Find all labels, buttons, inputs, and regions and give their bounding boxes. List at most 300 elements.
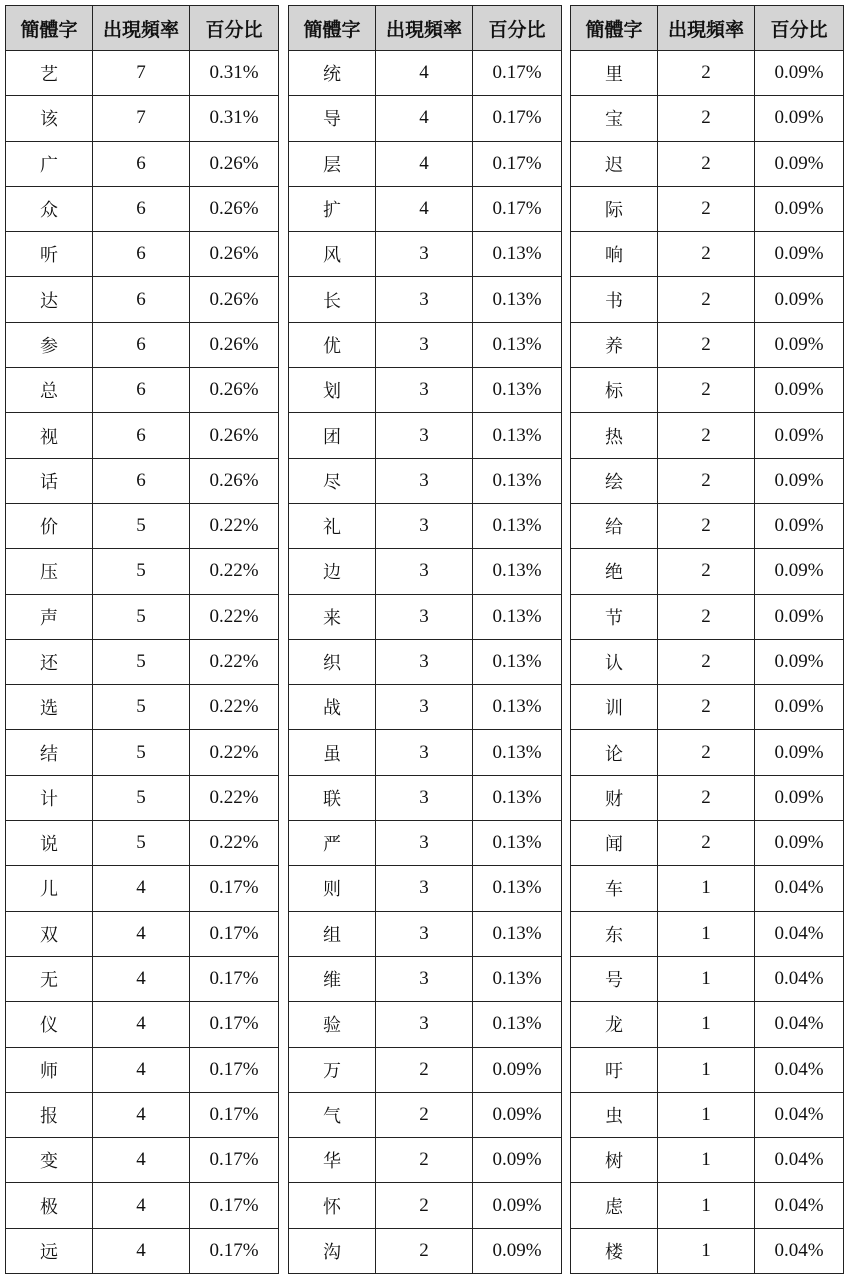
frequency-cell: 4 (93, 1002, 190, 1047)
table-row (289, 1138, 562, 1183)
char-cell: 价 (6, 503, 93, 548)
frequency-cell: 2 (376, 1047, 473, 1092)
percentage-cell: 0.09% (755, 96, 844, 141)
frequency-cell: 2 (376, 1228, 473, 1273)
frequency-cell: 6 (93, 277, 190, 322)
frequency-cell: 2 (376, 1092, 473, 1137)
char-cell: 际 (571, 186, 658, 231)
table-row (571, 911, 844, 956)
header-row (289, 6, 562, 51)
table-row (6, 186, 279, 231)
percentage-cell: 0.04% (755, 1183, 844, 1228)
percentage-cell: 0.17% (190, 956, 279, 1001)
percentage-cell: 0.17% (190, 1047, 279, 1092)
char-cell: 参 (6, 322, 93, 367)
table-row (289, 322, 562, 367)
frequency-cell: 6 (93, 413, 190, 458)
table-row (571, 186, 844, 231)
char-cell: 还 (6, 639, 93, 684)
table-row (6, 1047, 279, 1092)
char-cell: 给 (571, 503, 658, 548)
char-cell: 热 (571, 413, 658, 458)
percentage-cell: 0.13% (473, 866, 562, 911)
table-row (6, 549, 279, 594)
frequency-cell: 4 (93, 1228, 190, 1273)
frequency-cell: 1 (658, 911, 755, 956)
char-cell: 宝 (571, 96, 658, 141)
percentage-cell: 0.09% (755, 594, 844, 639)
header-row (571, 6, 844, 51)
table-row (571, 232, 844, 277)
percentage-cell: 0.13% (473, 368, 562, 413)
percentage-cell: 0.09% (755, 685, 844, 730)
table-row (6, 1138, 279, 1183)
table-row (289, 866, 562, 911)
percentage-cell: 0.13% (473, 594, 562, 639)
frequency-cell: 2 (658, 368, 755, 413)
table-row (289, 96, 562, 141)
percentage-cell: 0.04% (755, 1092, 844, 1137)
char-cell: 来 (289, 594, 376, 639)
char-cell: 沟 (289, 1228, 376, 1273)
percentage-cell: 0.04% (755, 866, 844, 911)
char-cell: 扩 (289, 186, 376, 231)
frequency-cell: 2 (658, 186, 755, 231)
frequency-cell: 2 (658, 821, 755, 866)
table-row (289, 413, 562, 458)
char-cell: 虽 (289, 730, 376, 775)
table-row (289, 277, 562, 322)
percentage-cell: 0.26% (190, 413, 279, 458)
table-row (289, 232, 562, 277)
frequency-cell: 6 (93, 186, 190, 231)
char-cell: 绝 (571, 549, 658, 594)
percentage-cell: 0.26% (190, 277, 279, 322)
percentage-cell: 0.17% (190, 1002, 279, 1047)
table-row (6, 594, 279, 639)
percentage-cell: 0.13% (473, 277, 562, 322)
char-cell: 划 (289, 368, 376, 413)
percentage-cell: 0.26% (190, 368, 279, 413)
char-cell: 话 (6, 458, 93, 503)
char-cell: 训 (571, 685, 658, 730)
header-percentage: 百分比 (190, 6, 279, 51)
table-row (289, 549, 562, 594)
char-cell: 层 (289, 141, 376, 186)
frequency-cell: 6 (93, 141, 190, 186)
table-row (289, 639, 562, 684)
table-row (6, 866, 279, 911)
table-row (6, 730, 279, 775)
percentage-cell: 0.26% (190, 186, 279, 231)
char-cell: 极 (6, 1183, 93, 1228)
char-cell: 认 (571, 639, 658, 684)
char-cell: 华 (289, 1138, 376, 1183)
frequency-cell: 3 (376, 549, 473, 594)
frequency-cell: 4 (376, 51, 473, 96)
frequency-cell: 3 (376, 1002, 473, 1047)
percentage-cell: 0.09% (755, 141, 844, 186)
table-row (571, 1047, 844, 1092)
frequency-cell: 5 (93, 775, 190, 820)
percentage-cell: 0.31% (190, 96, 279, 141)
percentage-cell: 0.04% (755, 956, 844, 1001)
table-row (6, 775, 279, 820)
char-cell: 远 (6, 1228, 93, 1273)
char-cell: 联 (289, 775, 376, 820)
header-percentage: 百分比 (755, 6, 844, 51)
percentage-cell: 0.17% (473, 141, 562, 186)
char-cell: 风 (289, 232, 376, 277)
frequency-cell: 4 (93, 956, 190, 1001)
char-cell: 号 (571, 956, 658, 1001)
percentage-cell: 0.26% (190, 458, 279, 503)
table-row (571, 322, 844, 367)
percentage-cell: 0.13% (473, 775, 562, 820)
char-cell: 达 (6, 277, 93, 322)
percentage-cell: 0.09% (755, 277, 844, 322)
table-row (6, 639, 279, 684)
table-row (571, 821, 844, 866)
percentage-cell: 0.17% (190, 1183, 279, 1228)
table-row (571, 51, 844, 96)
table-row (571, 685, 844, 730)
char-cell: 选 (6, 685, 93, 730)
percentage-cell: 0.26% (190, 141, 279, 186)
table-row (289, 821, 562, 866)
char-cell: 总 (6, 368, 93, 413)
frequency-cell: 3 (376, 821, 473, 866)
frequency-cell: 6 (93, 368, 190, 413)
frequency-cell: 3 (376, 368, 473, 413)
char-cell: 导 (289, 96, 376, 141)
frequency-cell: 6 (93, 322, 190, 367)
frequency-cell: 4 (376, 96, 473, 141)
frequency-cell: 6 (93, 232, 190, 277)
frequency-cell: 7 (93, 51, 190, 96)
table-row (289, 458, 562, 503)
char-cell: 财 (571, 775, 658, 820)
percentage-cell: 0.09% (755, 775, 844, 820)
frequency-cell: 7 (93, 96, 190, 141)
frequency-cell: 1 (658, 1047, 755, 1092)
char-cell: 气 (289, 1092, 376, 1137)
percentage-cell: 0.04% (755, 1002, 844, 1047)
table-row (571, 368, 844, 413)
table-row (571, 141, 844, 186)
frequency-cell: 2 (658, 277, 755, 322)
table-row (6, 458, 279, 503)
table-row (289, 368, 562, 413)
table-row (6, 1228, 279, 1273)
table-row (571, 549, 844, 594)
frequency-cell: 4 (93, 1183, 190, 1228)
table-row (571, 775, 844, 820)
percentage-cell: 0.09% (755, 730, 844, 775)
frequency-cell: 3 (376, 413, 473, 458)
percentage-cell: 0.09% (755, 549, 844, 594)
char-cell: 织 (289, 639, 376, 684)
header-frequency: 出現頻率 (658, 6, 755, 51)
char-cell: 变 (6, 1138, 93, 1183)
header-row (6, 6, 279, 51)
frequency-cell: 4 (376, 186, 473, 231)
table-row (571, 503, 844, 548)
percentage-cell: 0.17% (190, 866, 279, 911)
frequency-cell: 3 (376, 775, 473, 820)
percentage-cell: 0.04% (755, 1228, 844, 1273)
char-cell: 众 (6, 186, 93, 231)
frequency-cell: 1 (658, 1183, 755, 1228)
char-cell: 师 (6, 1047, 93, 1092)
table-row (289, 51, 562, 96)
frequency-cell: 2 (658, 322, 755, 367)
table-row (6, 1092, 279, 1137)
frequency-cell: 5 (93, 685, 190, 730)
percentage-cell: 0.22% (190, 730, 279, 775)
percentage-cell: 0.13% (473, 413, 562, 458)
char-cell: 维 (289, 956, 376, 1001)
frequency-cell: 3 (376, 232, 473, 277)
char-cell: 怀 (289, 1183, 376, 1228)
percentage-cell: 0.09% (755, 322, 844, 367)
percentage-cell: 0.09% (755, 821, 844, 866)
frequency-cell: 5 (93, 639, 190, 684)
header-frequency: 出現頻率 (93, 6, 190, 51)
frequency-cell: 4 (93, 866, 190, 911)
frequency-cell: 2 (658, 51, 755, 96)
percentage-cell: 0.22% (190, 775, 279, 820)
frequency-cell: 2 (658, 549, 755, 594)
table-row (289, 141, 562, 186)
table-row (289, 1047, 562, 1092)
frequency-cell: 1 (658, 1002, 755, 1047)
table-row (571, 639, 844, 684)
table-row (571, 866, 844, 911)
percentage-cell: 0.13% (473, 549, 562, 594)
percentage-cell: 0.13% (473, 956, 562, 1001)
frequency-table-page (5, 5, 848, 1275)
percentage-cell: 0.04% (755, 911, 844, 956)
table-row (6, 51, 279, 96)
char-cell: 则 (289, 866, 376, 911)
frequency-cell: 3 (376, 277, 473, 322)
frequency-cell: 2 (658, 685, 755, 730)
char-cell: 边 (289, 549, 376, 594)
percentage-cell: 0.22% (190, 685, 279, 730)
char-cell: 吁 (571, 1047, 658, 1092)
frequency-cell: 1 (658, 1092, 755, 1137)
table-row (6, 141, 279, 186)
table-row (289, 503, 562, 548)
char-cell: 绘 (571, 458, 658, 503)
frequency-cell: 5 (93, 821, 190, 866)
char-cell: 计 (6, 775, 93, 820)
frequency-cell: 1 (658, 1138, 755, 1183)
table-row (6, 821, 279, 866)
table-row (6, 911, 279, 956)
percentage-cell: 0.09% (473, 1228, 562, 1273)
table-row (289, 1002, 562, 1047)
header-percentage: 百分比 (473, 6, 562, 51)
char-cell: 压 (6, 549, 93, 594)
percentage-cell: 0.13% (473, 232, 562, 277)
percentage-cell: 0.26% (190, 322, 279, 367)
percentage-cell: 0.13% (473, 458, 562, 503)
table-row (6, 232, 279, 277)
table-row (571, 96, 844, 141)
char-cell: 论 (571, 730, 658, 775)
table-row (289, 911, 562, 956)
table-row (289, 186, 562, 231)
table-row (6, 1183, 279, 1228)
table-row (289, 1092, 562, 1137)
frequency-cell: 3 (376, 730, 473, 775)
char-cell: 团 (289, 413, 376, 458)
frequency-cell: 3 (376, 503, 473, 548)
char-cell: 儿 (6, 866, 93, 911)
frequency-cell: 4 (93, 911, 190, 956)
char-cell: 长 (289, 277, 376, 322)
char-cell: 仪 (6, 1002, 93, 1047)
char-cell: 礼 (289, 503, 376, 548)
char-cell: 万 (289, 1047, 376, 1092)
table-row (6, 503, 279, 548)
table-row (6, 956, 279, 1001)
frequency-cell: 2 (658, 141, 755, 186)
table-row (289, 594, 562, 639)
table-row (6, 685, 279, 730)
frequency-cell: 3 (376, 911, 473, 956)
frequency-cell: 3 (376, 956, 473, 1001)
percentage-cell: 0.13% (473, 821, 562, 866)
percentage-cell: 0.09% (755, 503, 844, 548)
char-cell: 节 (571, 594, 658, 639)
table-row (289, 685, 562, 730)
char-cell: 双 (6, 911, 93, 956)
percentage-cell: 0.22% (190, 594, 279, 639)
frequency-cell: 2 (658, 639, 755, 684)
char-cell: 统 (289, 51, 376, 96)
percentage-cell: 0.13% (473, 730, 562, 775)
percentage-cell: 0.04% (755, 1047, 844, 1092)
header-frequency: 出現頻率 (376, 6, 473, 51)
char-cell: 尽 (289, 458, 376, 503)
char-cell: 广 (6, 141, 93, 186)
frequency-cell: 4 (376, 141, 473, 186)
percentage-cell: 0.13% (473, 322, 562, 367)
char-cell: 视 (6, 413, 93, 458)
table-row (571, 1002, 844, 1047)
frequency-cell: 2 (658, 458, 755, 503)
char-cell: 该 (6, 96, 93, 141)
percentage-cell: 0.22% (190, 821, 279, 866)
frequency-cell: 2 (658, 594, 755, 639)
table-row (289, 730, 562, 775)
char-cell: 响 (571, 232, 658, 277)
table-row (6, 322, 279, 367)
percentage-cell: 0.13% (473, 911, 562, 956)
frequency-cell: 2 (658, 503, 755, 548)
header-simplified-char: 簡體字 (289, 6, 376, 51)
table-row (571, 956, 844, 1001)
char-cell: 书 (571, 277, 658, 322)
frequency-table-group-3 (570, 5, 844, 1274)
char-cell: 说 (6, 821, 93, 866)
frequency-table-group-1 (5, 5, 279, 1274)
frequency-cell: 6 (93, 458, 190, 503)
char-cell: 龙 (571, 1002, 658, 1047)
char-cell: 里 (571, 51, 658, 96)
table-row (571, 458, 844, 503)
percentage-cell: 0.17% (190, 1092, 279, 1137)
char-cell: 验 (289, 1002, 376, 1047)
frequency-cell: 1 (658, 1228, 755, 1273)
frequency-cell: 3 (376, 685, 473, 730)
frequency-cell: 3 (376, 866, 473, 911)
frequency-cell: 5 (93, 730, 190, 775)
percentage-cell: 0.09% (473, 1183, 562, 1228)
header-simplified-char: 簡體字 (571, 6, 658, 51)
char-cell: 艺 (6, 51, 93, 96)
frequency-cell: 5 (93, 549, 190, 594)
percentage-cell: 0.09% (473, 1138, 562, 1183)
char-cell: 标 (571, 368, 658, 413)
table-row (6, 277, 279, 322)
char-cell: 虫 (571, 1092, 658, 1137)
char-cell: 东 (571, 911, 658, 956)
percentage-cell: 0.09% (755, 368, 844, 413)
frequency-cell: 2 (376, 1183, 473, 1228)
char-cell: 优 (289, 322, 376, 367)
table-row (289, 1228, 562, 1273)
percentage-cell: 0.13% (473, 1002, 562, 1047)
char-cell: 严 (289, 821, 376, 866)
frequency-cell: 5 (93, 503, 190, 548)
frequency-cell: 2 (376, 1138, 473, 1183)
percentage-cell: 0.09% (473, 1092, 562, 1137)
percentage-cell: 0.22% (190, 639, 279, 684)
table-row (6, 368, 279, 413)
header-simplified-char: 簡體字 (6, 6, 93, 51)
char-cell: 组 (289, 911, 376, 956)
percentage-cell: 0.17% (190, 1138, 279, 1183)
table-row (289, 1183, 562, 1228)
char-cell: 无 (6, 956, 93, 1001)
percentage-cell: 0.09% (755, 413, 844, 458)
frequency-cell: 1 (658, 956, 755, 1001)
table-row (571, 413, 844, 458)
table-row (289, 775, 562, 820)
percentage-cell: 0.09% (755, 232, 844, 277)
frequency-cell: 2 (658, 96, 755, 141)
table-row (289, 956, 562, 1001)
frequency-cell: 4 (93, 1047, 190, 1092)
table-row (571, 277, 844, 322)
char-cell: 报 (6, 1092, 93, 1137)
percentage-cell: 0.09% (755, 51, 844, 96)
char-cell: 战 (289, 685, 376, 730)
char-cell: 虑 (571, 1183, 658, 1228)
frequency-cell: 3 (376, 322, 473, 367)
percentage-cell: 0.09% (755, 458, 844, 503)
table-row (571, 1092, 844, 1137)
frequency-cell: 2 (658, 413, 755, 458)
table-row (571, 1228, 844, 1273)
table-row (571, 1183, 844, 1228)
table-row (6, 96, 279, 141)
percentage-cell: 0.22% (190, 503, 279, 548)
